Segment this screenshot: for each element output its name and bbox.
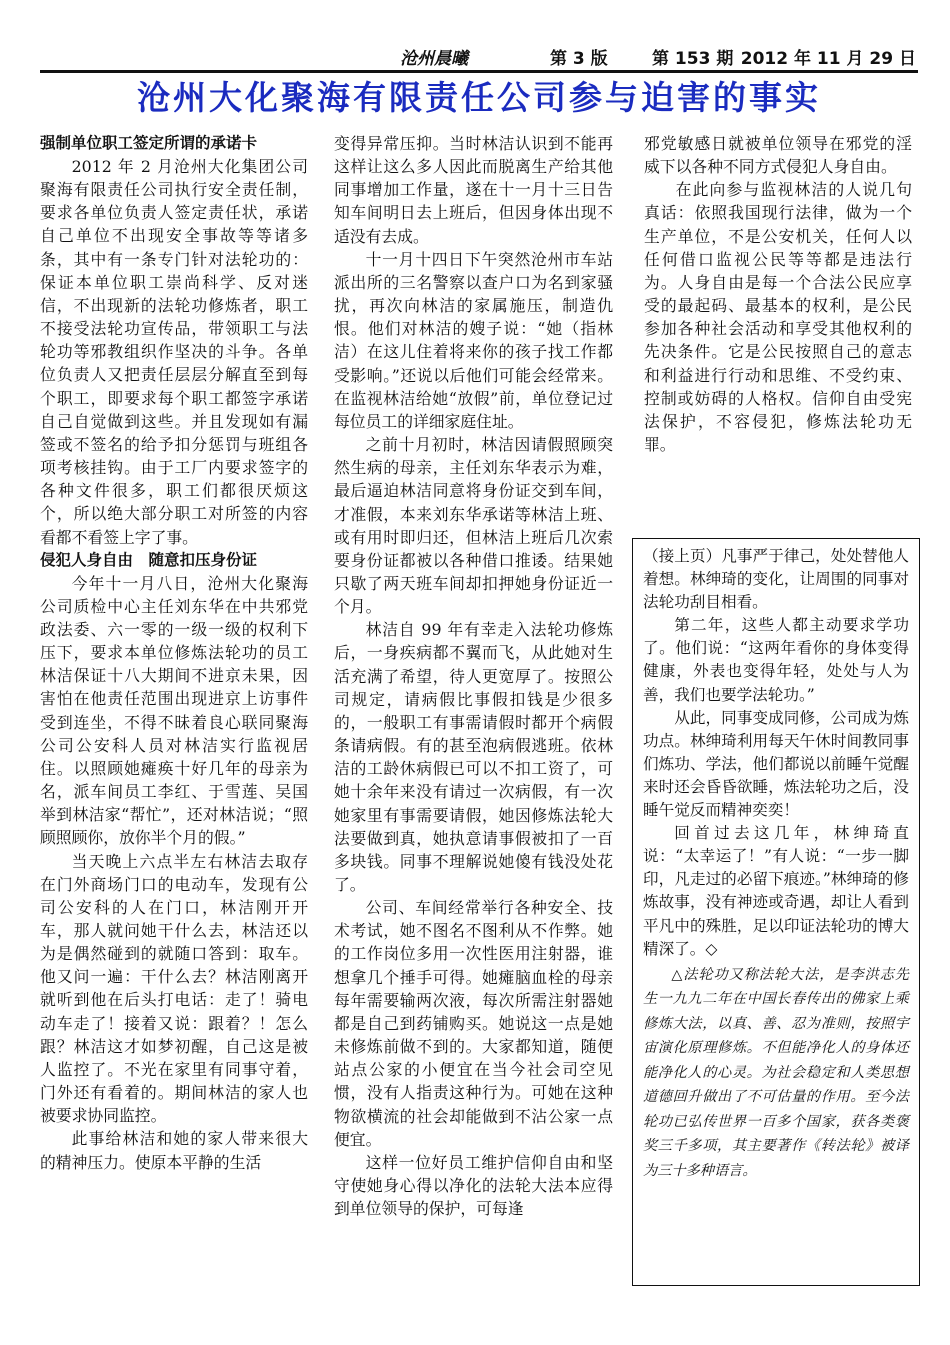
header-rule <box>40 70 918 73</box>
paragraph: 变得异常压抑。当时林洁认识到不能再这样让这么多人因此而脱离生产给其他同事增加工作量，遂在十一月十三日告知车间明日去上班后，但因身体出现不适没有去成。 <box>334 134 613 246</box>
column-3 <box>644 132 912 456</box>
page-header <box>40 42 918 68</box>
paragraph: 之前十月初时，林洁因请假照顾突然生病的母亲，主任刘东华表示为难，最后逼迫林洁同意将身份证交到车间，才准假，本来刘东华承诺等林洁上班、或有用时即归还，但林洁上班后几次索要身份证都被以各种借口推诿。结果她只歇了两天班车间却扣押她身份证近一个月。 <box>334 435 613 617</box>
paragraph: 今年十一月八日，沧州大化聚海公司质检中心主任刘东华在中共邪党政法委、六一零的一级一级的权利下压下，要求本单位修炼法轮功的员工林洁保证十八大期间不进京未果，因害怕在他责任范围出现进京上访事件受到连坐，不得不昧着良心联同聚海公司公安科人员对林洁实行监视居住。以照顾她瘫痪十好几年的母亲为名，派车间员工李红、于雪莲、吴国举到林洁家“帮忙”，还对林洁说；“照顾照顾你，放你半个月的假。” <box>40 573 308 848</box>
issue-date: 2012 年 11 月 29 日 <box>740 49 916 69</box>
paragraph: 第二年，这些人都主动要求学功了。他们说：“这两年看你的身体变得健康，外表也变得年轻，处处与人为善，我们也要学法轮功。” <box>643 616 909 704</box>
section-heading: 侵犯人身自由 随意扣压身份证 <box>40 550 258 569</box>
paragraph: 2012 年 2 月沧州大化集团公司聚海有限责任公司执行安全责任制，要求各单位负责人签定责任状，承诺自己单位不出现安全事故等等诸多条，其中有一条专门针对法轮功的：保证本单位职工崇尚科学、反对迷信，不出现新的法轮功修炼者，职工不接受法轮功宣传品，带领职工与法轮功等邪教组织作坚决的斗争。各单位负责人又把责任层层分解直至到每个职工，即要求每个职工都签字承诺自己自觉做到这些。并且发现如有漏签或不签名的给予扣分惩罚与班组各项考核挂钩。由于工厂内要求签字的各种文件很多，职工们都很厌烦这个，所以绝大部分职工对所签的内容看都不看签上字了事。 <box>40 157 308 547</box>
page-number: 第 3 版 <box>550 49 608 69</box>
section-heading: 强制单位职工签定所谓的承诺卡 <box>40 134 258 152</box>
paragraph: 当天晚上六点半左右林洁去取存在门外商场门口的电动车，发现有公司公安科的人在门口，林洁刚开开车，那人就问她干什么去，林洁还以为是偶然碰到的就随口答到：取车。他又问一遍：干什么去？林洁刚离开就听到他在后头打电话：走了！骑电动车走了！接着又说：跟着？！怎么跟？林洁这才如梦初醒，自己这是被人监控了。不光在家里有同事守着，门外还有看着的。期间林洁的家人也被要求协同监控。 <box>40 851 308 1126</box>
paragraph: 此事给林洁和她的家人带来很大的精神压力。使原本平静的生活 <box>40 1129 308 1172</box>
column-2 <box>334 132 613 1220</box>
paragraph: 回首过去这几年，林绅琦直说：“太幸运了！”有人说：“一步一脚印，凡走过的必留下痕迹。”林绅琦的修炼故事，没有神迹或奇遇，却让人看到平凡中的殊胜，足以印证法轮功的博大精深了。◇ <box>643 824 909 958</box>
paragraph: 邪党敏感日就被单位领导在邪党的淫威下以各种不同方式侵犯人身自由。 <box>644 134 912 177</box>
falun-gong-note: △法轮功又称法轮大法，是李洪志先生一九九二年在中国长春传出的佛家上乘修炼大法，以真、善、忍为准则，按照宇宙演化原理修炼。不但能净化人的身体还能净化人的心灵。为社会稳定和人类思想道德回升做出了不可估量的作用。至今法轮功已弘传世界一百多个国家，获各类褒奖三千多项，其主要著作《转法轮》被译为三十多种语言。 <box>643 966 909 1179</box>
continued-story-box <box>632 538 920 1286</box>
paper-name: 沧州晨曦 <box>400 49 468 69</box>
paragraph: 林洁自 99 年有幸走入法轮功修炼后，一身疾病都不翼而飞，从此她对生活充满了希望，待人更宽厚了。按照公司规定，请病假比事假扣钱是少很多的，一般职工有事需请假时都开个病假条请病假。有的甚至泡病假逃班。依林洁的工龄休病假已可以不扣工资了，可她十余年来没有请过一次病假，有一次她家里有事需要请假，她因修炼法轮大法要做到真，她执意请事假被扣了一百多块钱。同事不理解说她傻有钱没处花了。 <box>334 620 613 894</box>
paragraph: 公司、车间经常举行各种安全、技术考试，她不图名不图利从不作弊。她的工作岗位多用一次性医用注射器，谁想拿几个捶手可得。她瘫脑血栓的母亲每年需要输两次液，每次所需注射器她都是自己到药铺购买。她说这一点是她未修炼前做不到的。大家都知道，随便站点公家的小便宜在当今社会司空见惯，没有人指责这种行为。可她在这种物欲横流的社会却能做到不沾公家一点便宜。 <box>334 898 613 1149</box>
paragraph: （接上页）凡事严于律己，处处替他人着想。林绅琦的变化，让周围的同事对法轮功刮目相看。 <box>643 547 909 612</box>
paragraph: 这样一位好员工维护信仰自由和坚守使她身心得以净化的法轮大法本应得到单位领导的保护，可每逢 <box>334 1152 613 1219</box>
paragraph: 在此向参与监视林洁的人说几句真话：依照我国现行法律，做为一个生产单位，不是公安机关，任何人以任何借口监视公民等等都是违法行为。人身自由是每一个合法公民应享受的最起码、最基本的权利，是公民参加各种社会活动和享受其他权利的先决条件。它是公民按照自己的意志和利益进行行动和思维、不受约束、控制或妨碍的人格权。信仰自由受宪法保护，不容侵犯，修炼法轮功无罪。 <box>644 180 912 455</box>
paragraph: 十一月十四日下午突然沧州市车站派出所的三名警察以查户口为名到家骚扰，再次向林洁的家属施压，制造仇恨。他们对林洁的嫂子说：“她（指林洁）在这儿住着将来你的孩子找工作都受影响。”还说以后他们可能会经常来。在监视林洁给她“放假”前，单位登记过每位员工的详细家庭住址。 <box>334 249 613 431</box>
paragraph: 从此，同事变成同修，公司成为炼功点。林绅琦利用每天午休时间教同事们炼功、学法，他们都说以前睡午觉醒来时还会昏昏欲睡，炼法轮功之后，没睡午觉反而精神奕奕！ <box>643 708 909 820</box>
article-headline: 沧州大化聚海有限责任公司参与迫害的事实 <box>137 78 821 117</box>
column-1 <box>40 132 308 1174</box>
issue-number: 第 153 期 <box>652 49 734 69</box>
